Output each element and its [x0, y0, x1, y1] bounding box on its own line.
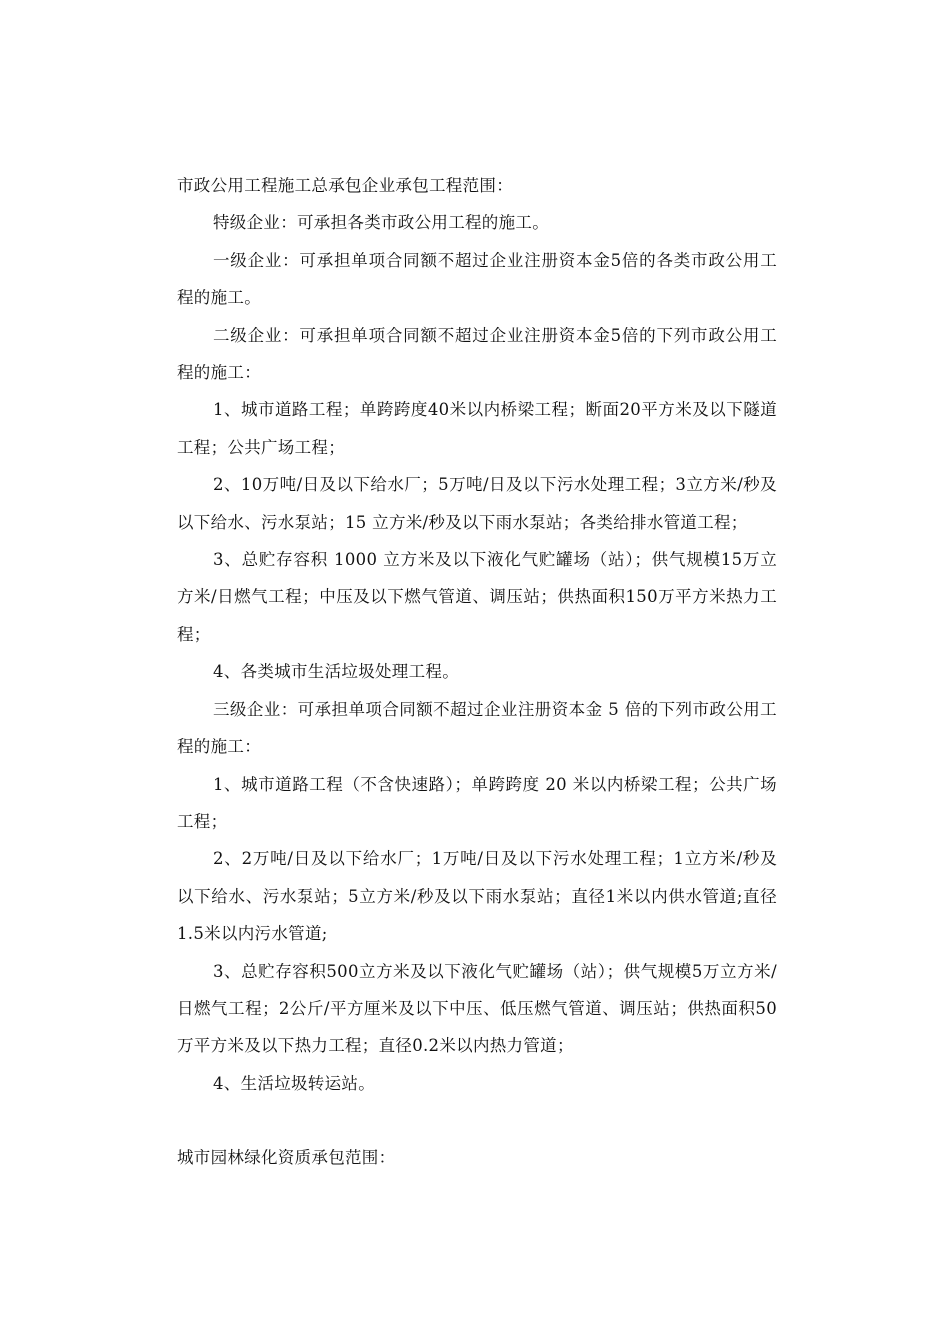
grade-2-item: 3、总贮存容积 1000 立方米及以下液化气贮罐场（站）；供气规模15万立方米/日燃气工程；中压及以下燃气管道、调压站；供热面积150万平方米热力工程； — [177, 550, 777, 644]
paragraph-grade-3: 三级企业：可承担单项合同额不超过企业注册资本金 5 倍的下列市政公用工程的施工： — [177, 699, 777, 757]
grade-3-item: 3、总贮存容积500立方米及以下液化气贮罐场（站）；供气规模5万立方米/日燃气工程；2公斤/平方厘米及以下中压、低压燃气管道、调压站；供热面积50万平方米及以下热力工程；直径0.2米以内热力管道； — [177, 961, 777, 1056]
section-title-municipal: 市政公用工程施工总承包企业承包工程范围： — [177, 176, 513, 195]
section-title-landscaping: 城市园林绿化资质承包范围： — [177, 1148, 396, 1168]
document-body — [177, 167, 777, 1177]
grade-2-item: 1、城市道路工程；单跨跨度40米以内桥梁工程；断面20平方米及以下隧道工程；公共广场工程； — [177, 400, 777, 457]
paragraph-grade-1: 一级企业：可承担单项合同额不超过企业注册资本金5倍的各类市政公用工程的施工。 — [177, 250, 777, 308]
paragraph-special-grade: 特级企业：可承担各类市政公用工程的施工。 — [213, 213, 549, 233]
grade-3-item: 4、生活垃圾转运站。 — [213, 1073, 375, 1093]
paragraph-grade-2: 二级企业：可承担单项合同额不超过企业注册资本金5倍的下列市政公用工程的施工： — [177, 325, 777, 383]
grade-3-item: 1、城市道路工程（不含快速路）；单跨跨度 20 米以内桥梁工程；公共广场工程； — [177, 774, 777, 831]
grade-3-item: 2、2万吨/日及以下给水厂；1万吨/日及以下污水处理工程；1立方米/秒及以下给水、污水泵站；5立方米/秒及以下雨水泵站；直径1米以内供水管道;直径1.5米以内污水管道; — [177, 849, 777, 944]
grade-2-item: 2、10万吨/日及以下给水厂；5万吨/日及以下污水处理工程；3立方米/秒及以下给水、污水泵站；15 立方米/秒及以下雨水泵站；各类给排水管道工程； — [177, 475, 777, 532]
grade-2-item: 4、各类城市生活垃圾处理工程。 — [213, 662, 459, 682]
